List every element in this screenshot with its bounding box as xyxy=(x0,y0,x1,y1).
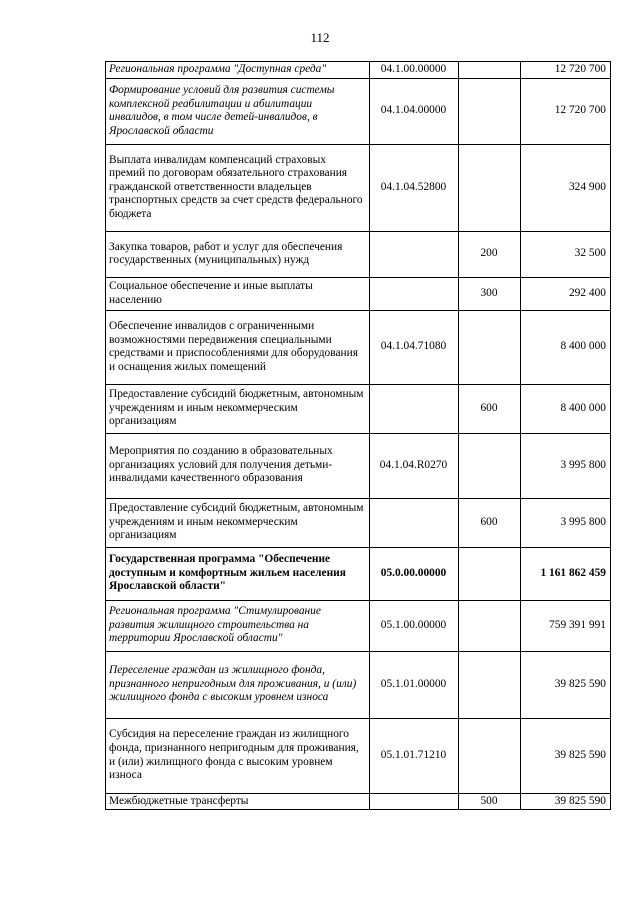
table-row xyxy=(106,62,611,79)
row-code xyxy=(370,277,459,310)
row-name: Предоставление субсидий бюджетным, автономным учреждениям и иным некоммерческим организациям xyxy=(106,498,370,547)
row-name: Предоставление субсидий бюджетным, автономным учреждениям и иным некоммерческим организациям xyxy=(106,384,370,433)
table-row xyxy=(106,600,611,651)
row-sum: 39 825 590 xyxy=(521,718,611,793)
row-code xyxy=(370,793,459,810)
row-sum: 8 400 000 xyxy=(521,384,611,433)
row-name: Выплата инвалидам компенсаций страховых премий по договорам обязательного страхования гражданской ответственности владельцев транспортных средств за счет средств федерального бюджета xyxy=(106,144,370,231)
row-expense-type xyxy=(459,718,521,793)
row-sum: 3 995 800 xyxy=(521,433,611,498)
row-expense-type: 600 xyxy=(459,498,521,547)
row-code: 05.1.01.71210 xyxy=(370,718,459,793)
row-expense-type: 500 xyxy=(459,793,521,810)
row-sum: 39 825 590 xyxy=(521,651,611,718)
row-sum: 3 995 800 xyxy=(521,498,611,547)
row-sum: 292 400 xyxy=(521,277,611,310)
table-row xyxy=(106,231,611,277)
row-code xyxy=(370,231,459,277)
row-code: 05.1.01.00000 xyxy=(370,651,459,718)
row-code: 05.1.00.00000 xyxy=(370,600,459,651)
row-name: Мероприятия по созданию в образовательных организациях условий для получения детьми-инвалидами качественного образования xyxy=(106,433,370,498)
table-row xyxy=(106,718,611,793)
row-name: Государственная программа "Обеспечение доступным и комфортным жильем населения Ярославской области" xyxy=(106,547,370,600)
row-expense-type xyxy=(459,310,521,384)
row-expense-type xyxy=(459,144,521,231)
row-expense-type xyxy=(459,651,521,718)
row-name: Региональная программа "Доступная среда" xyxy=(106,62,370,79)
table-row xyxy=(106,433,611,498)
row-expense-type: 200 xyxy=(459,231,521,277)
row-name: Межбюджетные трансферты xyxy=(106,793,370,810)
row-code xyxy=(370,384,459,433)
row-name: Региональная программа "Стимулирование развития жилищного строительства на территории Ярославской области" xyxy=(106,600,370,651)
row-expense-type: 600 xyxy=(459,384,521,433)
row-code: 04.1.04.00000 xyxy=(370,78,459,144)
row-name: Закупка товаров, работ и услуг для обеспечения государственных (муниципальных) нужд xyxy=(106,231,370,277)
row-sum: 39 825 590 xyxy=(521,793,611,810)
row-sum: 324 900 xyxy=(521,144,611,231)
row-expense-type xyxy=(459,600,521,651)
row-name: Формирование условий для развития системы комплексной реабилитации и абилитации инвалидов, в том числе детей-инвалидов, в Ярославской области xyxy=(106,78,370,144)
row-sum: 759 391 991 xyxy=(521,600,611,651)
row-expense-type: 300 xyxy=(459,277,521,310)
row-code: 04.1.04.52800 xyxy=(370,144,459,231)
table-row xyxy=(106,384,611,433)
table-row xyxy=(106,277,611,310)
row-name: Обеспечение инвалидов с ограниченными возможностями передвижения специальными средствами и приспособлениями для оборудования и оснащения жилых помещений xyxy=(106,310,370,384)
table-row xyxy=(106,547,611,600)
row-code: 05.0.00.00000 xyxy=(370,547,459,600)
table-row xyxy=(106,498,611,547)
table-row xyxy=(106,310,611,384)
row-code: 04.1.00.00000 xyxy=(370,62,459,79)
row-expense-type xyxy=(459,78,521,144)
row-name: Субсидия на переселение граждан из жилищного фонда, признанного непригодным для проживания, и (или) жилищного фонда с высоким уровнем износа xyxy=(106,718,370,793)
row-sum: 8 400 000 xyxy=(521,310,611,384)
row-code: 04.1.04.71080 xyxy=(370,310,459,384)
row-sum: 32 500 xyxy=(521,231,611,277)
table-row xyxy=(106,144,611,231)
row-code: 04.1.04.R0270 xyxy=(370,433,459,498)
table-row xyxy=(106,651,611,718)
row-name: Переселение граждан из жилищного фонда, признанного непригодным для проживания, и (или) жилищного фонда с высоким уровнем износа xyxy=(106,651,370,718)
row-expense-type xyxy=(459,547,521,600)
table-row xyxy=(106,793,611,810)
row-expense-type xyxy=(459,433,521,498)
table-row xyxy=(106,78,611,144)
row-sum: 1 161 862 459 xyxy=(521,547,611,600)
row-expense-type xyxy=(459,62,521,79)
row-sum: 12 720 700 xyxy=(521,62,611,79)
row-code xyxy=(370,498,459,547)
page-number: 112 xyxy=(310,30,330,45)
row-sum: 12 720 700 xyxy=(521,78,611,144)
budget-table xyxy=(105,61,611,810)
row-name: Социальное обеспечение и иные выплаты населению xyxy=(106,277,370,310)
